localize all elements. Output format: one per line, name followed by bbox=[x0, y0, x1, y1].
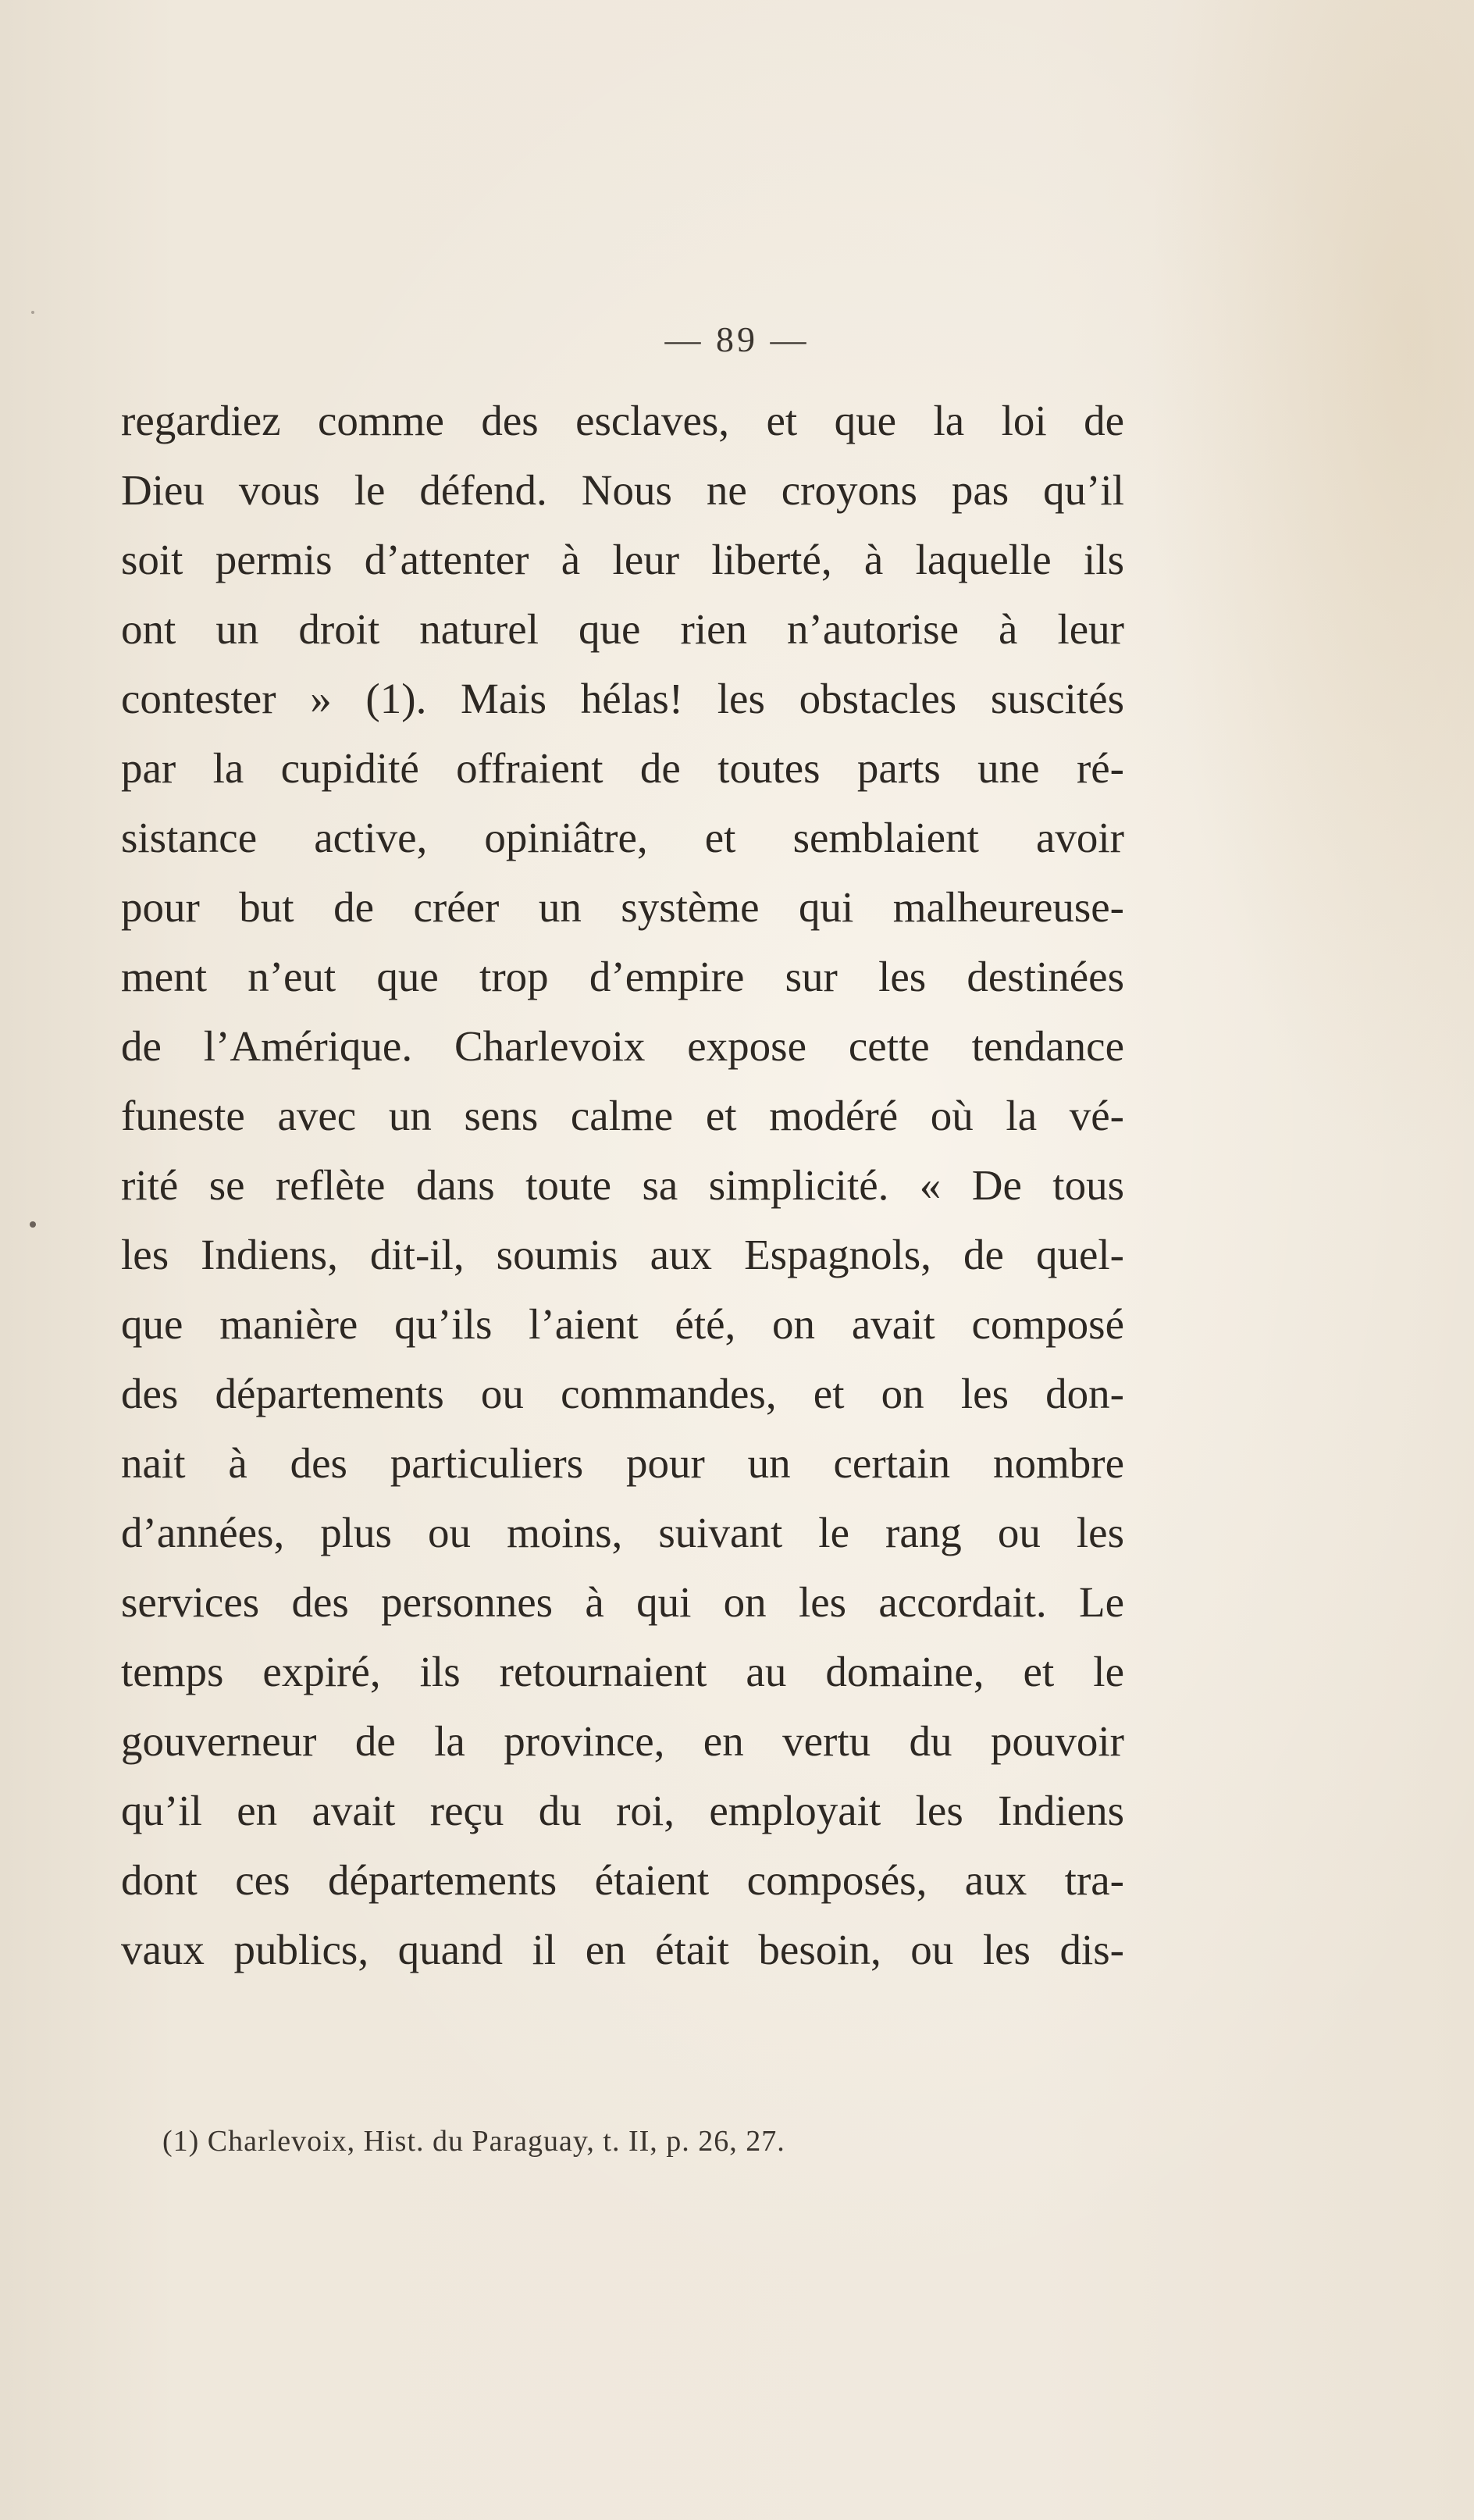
paper-speck bbox=[30, 1221, 36, 1228]
paper-stain bbox=[1146, 0, 1474, 1171]
text-line: d’années, plus ou moins, suivant le rang ou les bbox=[121, 1509, 1124, 1556]
text-line: contester » (1). Mais hélas! les obstacles suscités bbox=[121, 675, 1124, 722]
paper-speck bbox=[31, 311, 34, 314]
text-line: soit permis d’attenter à leur liberté, à laquelle ils bbox=[121, 536, 1124, 583]
text-line: rité se reflète dans toute sa simplicité. « De tous bbox=[121, 1161, 1124, 1209]
text-line: ment n’eut que trop d’empire sur les destinées bbox=[121, 953, 1124, 1000]
body-text bbox=[121, 386, 1124, 1984]
text-line: de l’Amérique. Charlevoix expose cette tendance bbox=[121, 1022, 1124, 1070]
text-line: qu’il en avait reçu du roi, employait les Indiens bbox=[121, 1787, 1124, 1834]
text-line: gouverneur de la province, en vertu du pouvoir bbox=[121, 1717, 1124, 1765]
text-line: dont ces départements étaient composés, aux tra- bbox=[121, 1856, 1124, 1904]
text-line: nait à des particuliers pour un certain nombre bbox=[121, 1439, 1124, 1487]
text-line: temps expiré, ils retournaient au domaine, et le bbox=[121, 1648, 1124, 1695]
text-line: pour but de créer un système qui malheureuse- bbox=[121, 883, 1124, 931]
text-line: les Indiens, dit-il, soumis aux Espagnols, de quel- bbox=[121, 1231, 1124, 1278]
text-line: ont un droit naturel que rien n’autorise à leur bbox=[121, 605, 1124, 653]
page-number: — 89 — bbox=[664, 319, 810, 359]
text-line: services des personnes à qui on les accordait. Le bbox=[121, 1578, 1124, 1626]
text-line: funeste avec un sens calme et modéré où la vé- bbox=[121, 1092, 1124, 1139]
text-line: regardiez comme des esclaves, et que la loi de bbox=[121, 397, 1124, 444]
text-line: par la cupidité offraient de toutes parts une ré- bbox=[121, 744, 1124, 792]
text-line: que manière qu’ils l’aient été, on avait composé bbox=[121, 1300, 1124, 1348]
text-line: vaux publics, quand il en était besoin, ou les dis- bbox=[121, 1926, 1124, 1973]
text-line: sistance active, opiniâtre, et semblaient avoir bbox=[121, 814, 1124, 861]
footnote: (1) Charlevoix, Hist. du Paraguay, t. II, p. 26, 27. bbox=[162, 2125, 785, 2158]
text-line: des départements ou commandes, et on les don- bbox=[121, 1370, 1124, 1417]
text-line: Dieu vous le défend. Nous ne croyons pas qu’il bbox=[121, 466, 1124, 514]
